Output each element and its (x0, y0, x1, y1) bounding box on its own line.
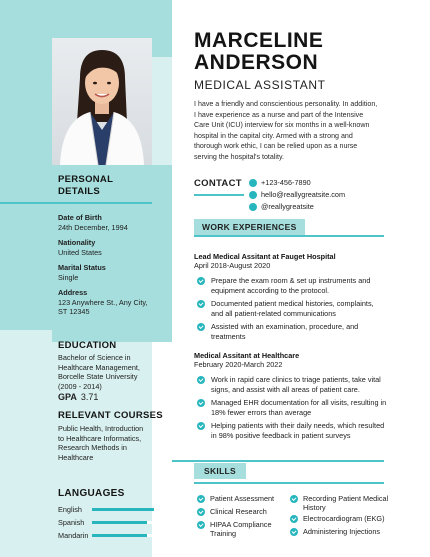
skill-text: Patient Assessment (210, 494, 275, 503)
gpa-label: GPA (58, 392, 77, 402)
contact-social[interactable] (249, 202, 314, 211)
personal-title-line-2: DETAILS (58, 185, 101, 197)
check-icon (197, 521, 205, 529)
contact-email[interactable] (249, 190, 345, 199)
marital-value: Single (58, 272, 79, 282)
language-name: English (58, 505, 82, 514)
marital-block (58, 263, 150, 282)
education-title: EDUCATION (58, 340, 117, 351)
job-date: February 2020-March 2022 (194, 360, 283, 369)
courses-text: Public Health, Introduction to Healthcare Informatics, Research Methods in Healthcare (58, 424, 144, 462)
language-row (58, 531, 154, 540)
email-icon (249, 191, 257, 199)
courses-title: RELEVANT COURSES (58, 410, 163, 421)
check-icon (197, 376, 205, 384)
language-level-fill (92, 521, 147, 524)
nationality-label: Nationality (58, 238, 96, 247)
job-title: Medical Assitant at Healthcare (194, 351, 300, 360)
language-row (58, 505, 154, 514)
profile-photo (52, 38, 152, 165)
check-icon (197, 323, 205, 331)
job-bullet (197, 398, 387, 417)
check-icon (197, 300, 205, 308)
bullet-text: Assisted with an examination, procedure, and treatments (211, 322, 359, 341)
language-row (58, 518, 154, 527)
language-level-bar (92, 534, 154, 537)
dob-label: Date of Birth (58, 213, 102, 222)
social-text[interactable]: @reallygreatsite (261, 202, 314, 211)
skill-item (290, 514, 400, 523)
social-icon (249, 203, 257, 211)
job-bullet (197, 421, 387, 440)
check-icon (197, 508, 205, 516)
education-degree: Bachelor of Science in Healthcare Management, Borcelle State University (2009 - 2014) (58, 353, 140, 391)
skill-item (197, 520, 285, 539)
nationality-value: United States (58, 247, 102, 257)
skills-title: SKILLS (194, 463, 246, 479)
email-text[interactable]: hello@reallygreatsite.com (261, 190, 346, 199)
skill-text: Administering Injections (303, 527, 381, 536)
name-line-2: ANDERSON (194, 51, 319, 74)
work-experiences-title: WORK EXPERIENCES (194, 219, 305, 235)
skill-item (197, 507, 297, 516)
summary-paragraph: I have a friendly and conscientious personality. In addition, I have experience as a nurse and part of the Intensive Care Unit (ICU) interview for six months in a well-known hospital in the capital city. Armed with a strong and thorough work ethic, I can be relied upon as a nurse serving the hospital's totality. (194, 100, 378, 161)
languages-title: LANGUAGES (58, 488, 125, 499)
check-icon (290, 515, 298, 523)
language-name: Spanish (58, 518, 85, 527)
bullet-text: Prepare the exam room & set up instruments and equipment according to the protocol. (211, 276, 371, 295)
address-value: 123 Anywhere St., Any City, ST 12345 (58, 297, 148, 316)
skill-text: Electrocardiogram (EKG) (303, 514, 385, 523)
skill-text: Clinical Research (210, 507, 267, 516)
phone-icon (249, 179, 257, 187)
bullet-text: Documented patient medical histories, complaints, and all patient-related communications (211, 299, 374, 318)
job-role: MEDICAL ASSISTANT (194, 78, 326, 92)
dob-block (58, 213, 150, 232)
language-level-fill (92, 508, 154, 511)
language-level-bar (92, 521, 154, 524)
contact-title: CONTACT (194, 178, 242, 189)
nationality-block (58, 238, 150, 257)
address-block (58, 288, 150, 317)
job-date: April 2018-August 2020 (194, 261, 271, 270)
skills-divider-top (172, 460, 384, 462)
check-icon (290, 495, 298, 503)
check-icon (197, 495, 205, 503)
gpa-line (58, 392, 98, 402)
bullet-text: Work in rapid care clinics to triage patients, take vital signs, and assist with all areas of patient care. (211, 375, 381, 394)
check-icon (197, 422, 205, 430)
personal-divider (0, 202, 152, 204)
skill-item (290, 527, 400, 536)
job-bullet (197, 276, 387, 295)
personal-details-title (58, 174, 113, 197)
work-divider (194, 235, 384, 237)
bullet-text: Helping patients with their daily needs, which resulted in 98% positive feedback in patient surveys (211, 421, 385, 440)
job-bullet (197, 375, 387, 394)
check-icon (290, 528, 298, 536)
candidate-name (194, 30, 414, 74)
marital-label: Marital Status (58, 263, 106, 272)
personal-title-line-1: PERSONAL (58, 174, 114, 185)
address-label: Address (58, 288, 88, 297)
skill-text: HIPAA Compliance Training (210, 520, 272, 539)
job-bullet (197, 299, 387, 318)
contact-divider (194, 194, 244, 196)
check-icon (197, 399, 205, 407)
skill-item (290, 494, 390, 513)
job-title: Lead Medical Assitant at Fauget Hospital (194, 252, 336, 261)
skill-text: Recording Patient Medical History (303, 494, 389, 513)
decorative-strip (152, 0, 172, 57)
gpa-value: 3.71 (80, 392, 99, 402)
check-icon (197, 277, 205, 285)
name-line-1: MARCELINE (194, 29, 324, 52)
skills-divider (194, 482, 384, 484)
bullet-text: Managed EHR documentation for all visits, resulting in 18% fewer errors than average (211, 398, 387, 417)
language-level-bar (92, 508, 154, 511)
contact-phone (249, 178, 311, 187)
language-name: Mandarin (58, 531, 89, 540)
language-level-fill (92, 534, 147, 537)
skill-item (197, 494, 297, 503)
dob-value: 24th December, 1994 (58, 222, 128, 232)
job-bullet (197, 322, 387, 341)
phone-text: +123-456-7890 (261, 178, 311, 187)
